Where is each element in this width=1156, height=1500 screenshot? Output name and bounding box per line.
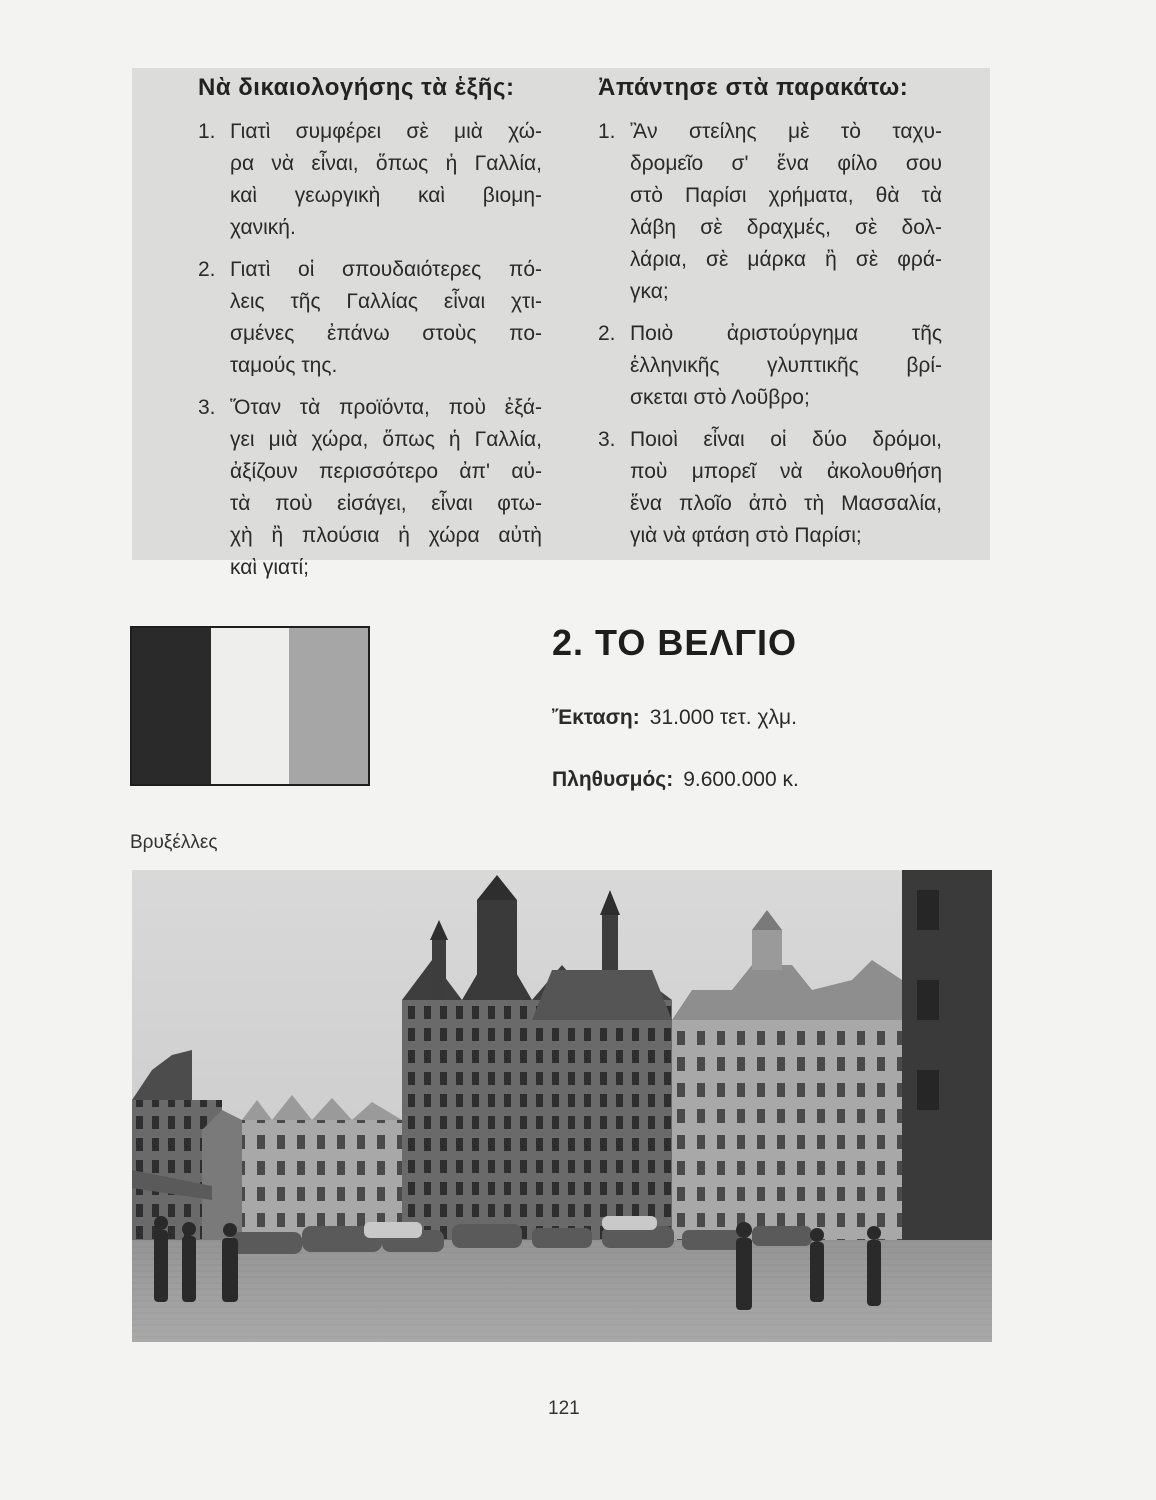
exercise-line: Ποιοὶ εἶναι οἱ δύο δρόμοι, <box>630 428 942 451</box>
exercise-line: γει μιὰ χώρα, ὅπως ἡ Γαλλία, <box>230 428 542 451</box>
country-title: 2. ΤΟ ΒΕΛΓΙΟ <box>552 622 798 663</box>
exercise-heading-left: Νὰ δικαιολογήσης τὰ ἑξῆς: <box>198 74 515 101</box>
population-stat <box>552 768 799 792</box>
exercise-line: γκα; <box>630 280 669 303</box>
population-value: 9.600.000 κ. <box>683 768 799 791</box>
exercise-line: Γιατὶ συμφέρει σὲ μιὰ χώ- <box>230 120 542 143</box>
exercise-line: ταμούς της. <box>230 354 338 377</box>
exercise-item <box>588 424 954 552</box>
population-label: Πληθυσμός: <box>552 768 674 791</box>
area-value: 31.000 τετ. χλμ. <box>649 706 797 729</box>
exercise-number: 3. <box>598 428 616 451</box>
exercise-item <box>188 254 554 382</box>
belgium-flag <box>130 626 370 786</box>
exercise-line: γιὰ νὰ φτάση στὸ Παρίσι; <box>630 524 862 547</box>
exercise-number: 3. <box>198 396 216 419</box>
exercise-line: ποὺ μπορεῖ νὰ ἀκολουθήση <box>630 460 942 483</box>
exercise-line: δρομεῖο σ' ἕνα φίλο σου <box>630 152 942 175</box>
photo-caption: Βρυξέλλες <box>130 832 218 853</box>
exercise-line: λάβη σὲ δραχμές, σὲ δολ- <box>630 216 942 239</box>
exercise-line: ἑλληνικῆς γλυπτικῆς βρί- <box>630 354 942 377</box>
exercise-item <box>188 116 554 244</box>
brussels-square-illustration <box>132 870 992 1342</box>
exercise-line: λάρια, σὲ μάρκα ἢ σὲ φρά- <box>630 248 942 271</box>
exercise-line: ἀξίζουν περισσότερο ἀπ' αὐ- <box>230 460 542 483</box>
exercise-column-left <box>188 74 554 594</box>
exercise-heading-right: Ἀπάντησε στὰ παρακάτω: <box>598 74 909 101</box>
flag-stripe-black <box>132 628 211 784</box>
exercise-line: καὶ γιατί; <box>230 556 309 579</box>
exercise-line: τὰ ποὺ εἰσάγει, εἶναι φτω- <box>230 492 542 515</box>
exercise-line: λεις τῆς Γαλλίας εἶναι χτι- <box>230 290 542 313</box>
exercise-number: 1. <box>198 120 216 143</box>
exercise-item <box>588 318 954 414</box>
flag-stripe-yellow <box>211 628 290 784</box>
exercise-line: χανική. <box>230 216 296 239</box>
exercise-line: σκεται στὸ Λοῦβρο; <box>630 386 810 409</box>
exercise-line: καὶ γεωργικὴ καὶ βιομη- <box>230 184 542 207</box>
exercise-item <box>188 392 554 584</box>
exercise-column-right <box>588 74 954 562</box>
exercise-line: Ὅταν τὰ προϊόντα, ποὺ ἐξά- <box>230 396 542 419</box>
exercise-line: ἕνα πλοῖο ἀπὸ τὴ Μασσαλία, <box>630 492 942 515</box>
exercise-line: ρα νὰ εἶναι, ὅπως ἡ Γαλλία, <box>230 152 542 175</box>
exercise-line: σμένες ἐπάνω στοὺς πο- <box>230 322 542 345</box>
exercise-line: στὸ Παρίσι χρήματα, θὰ τὰ <box>630 184 942 207</box>
exercise-line: Ἂν στείλης μὲ τὸ ταχυ- <box>630 120 942 143</box>
exercise-line: Ποιὸ ἀριστούργημα τῆς <box>630 322 942 345</box>
exercise-number: 2. <box>598 322 616 345</box>
area-label: Ἔκταση: <box>552 706 640 729</box>
brussels-photo <box>132 870 992 1342</box>
exercise-number: 1. <box>598 120 616 143</box>
flag-stripe-red <box>289 628 368 784</box>
exercise-line: Γιατὶ οἱ σπουδαιότερες πό- <box>230 258 542 281</box>
exercise-line: χὴ ἢ πλούσια ἡ χώρα αὐτὴ <box>230 524 542 547</box>
exercise-item <box>588 116 954 308</box>
exercise-number: 2. <box>198 258 216 281</box>
area-stat <box>552 706 797 730</box>
page-number: 121 <box>548 1398 580 1419</box>
